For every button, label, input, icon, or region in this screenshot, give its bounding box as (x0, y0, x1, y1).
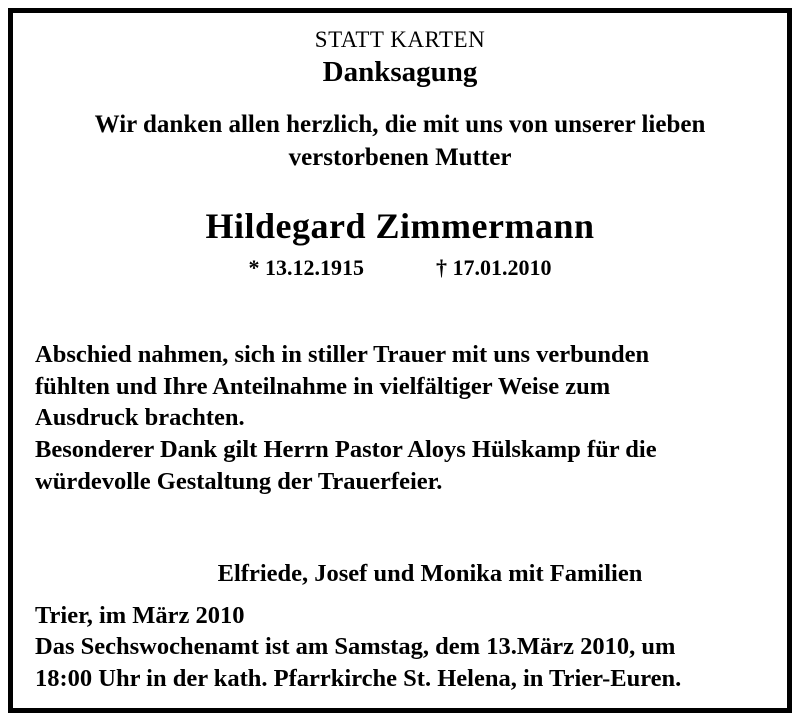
intro-line-2: verstorbenen Mutter (288, 144, 512, 172)
thanks-body (35, 339, 765, 498)
birth-date: * 13.12.1915 (248, 254, 364, 280)
notice-kicker: STATT KARTEN (314, 27, 486, 52)
notice-title: Danksagung (322, 56, 478, 89)
service-line-2: 18:00 Uhr in der kath. Pfarrkirche St. Helena, in Trier-Euren. (35, 664, 682, 692)
body-line-4: Besonderer Dank gilt Herrn Pastor Aloys Hülskamp für die (35, 436, 657, 464)
notice-footer (35, 600, 765, 694)
intro-line-1: Wir danken allen herzlich, die mit uns von unserer lieben (94, 110, 706, 138)
body-line-3: Ausdruck brachten. (35, 404, 245, 432)
death-date: † 17.01.2010 (436, 254, 552, 280)
death-notice-card (8, 8, 792, 713)
signers: Elfriede, Josef und Monika mit Familien (217, 559, 643, 587)
body-line-5: würdevolle Gestaltung der Trauerfeier. (35, 468, 443, 496)
body-line-1: Abschied nahmen, sich in stiller Trauer mit uns verbunden (35, 340, 650, 368)
place-and-date: Trier, im März 2010 (35, 601, 245, 629)
life-dates (35, 255, 765, 281)
deceased-name: Hildegard Zimmermann (205, 206, 595, 247)
body-line-2: fühlten und Ihre Anteilnahme in vielfältiger Weise zum (35, 372, 611, 400)
service-line-1: Das Sechswochenamt ist am Samstag, dem 13.März 2010, um (35, 633, 676, 661)
intro-text (35, 108, 765, 176)
